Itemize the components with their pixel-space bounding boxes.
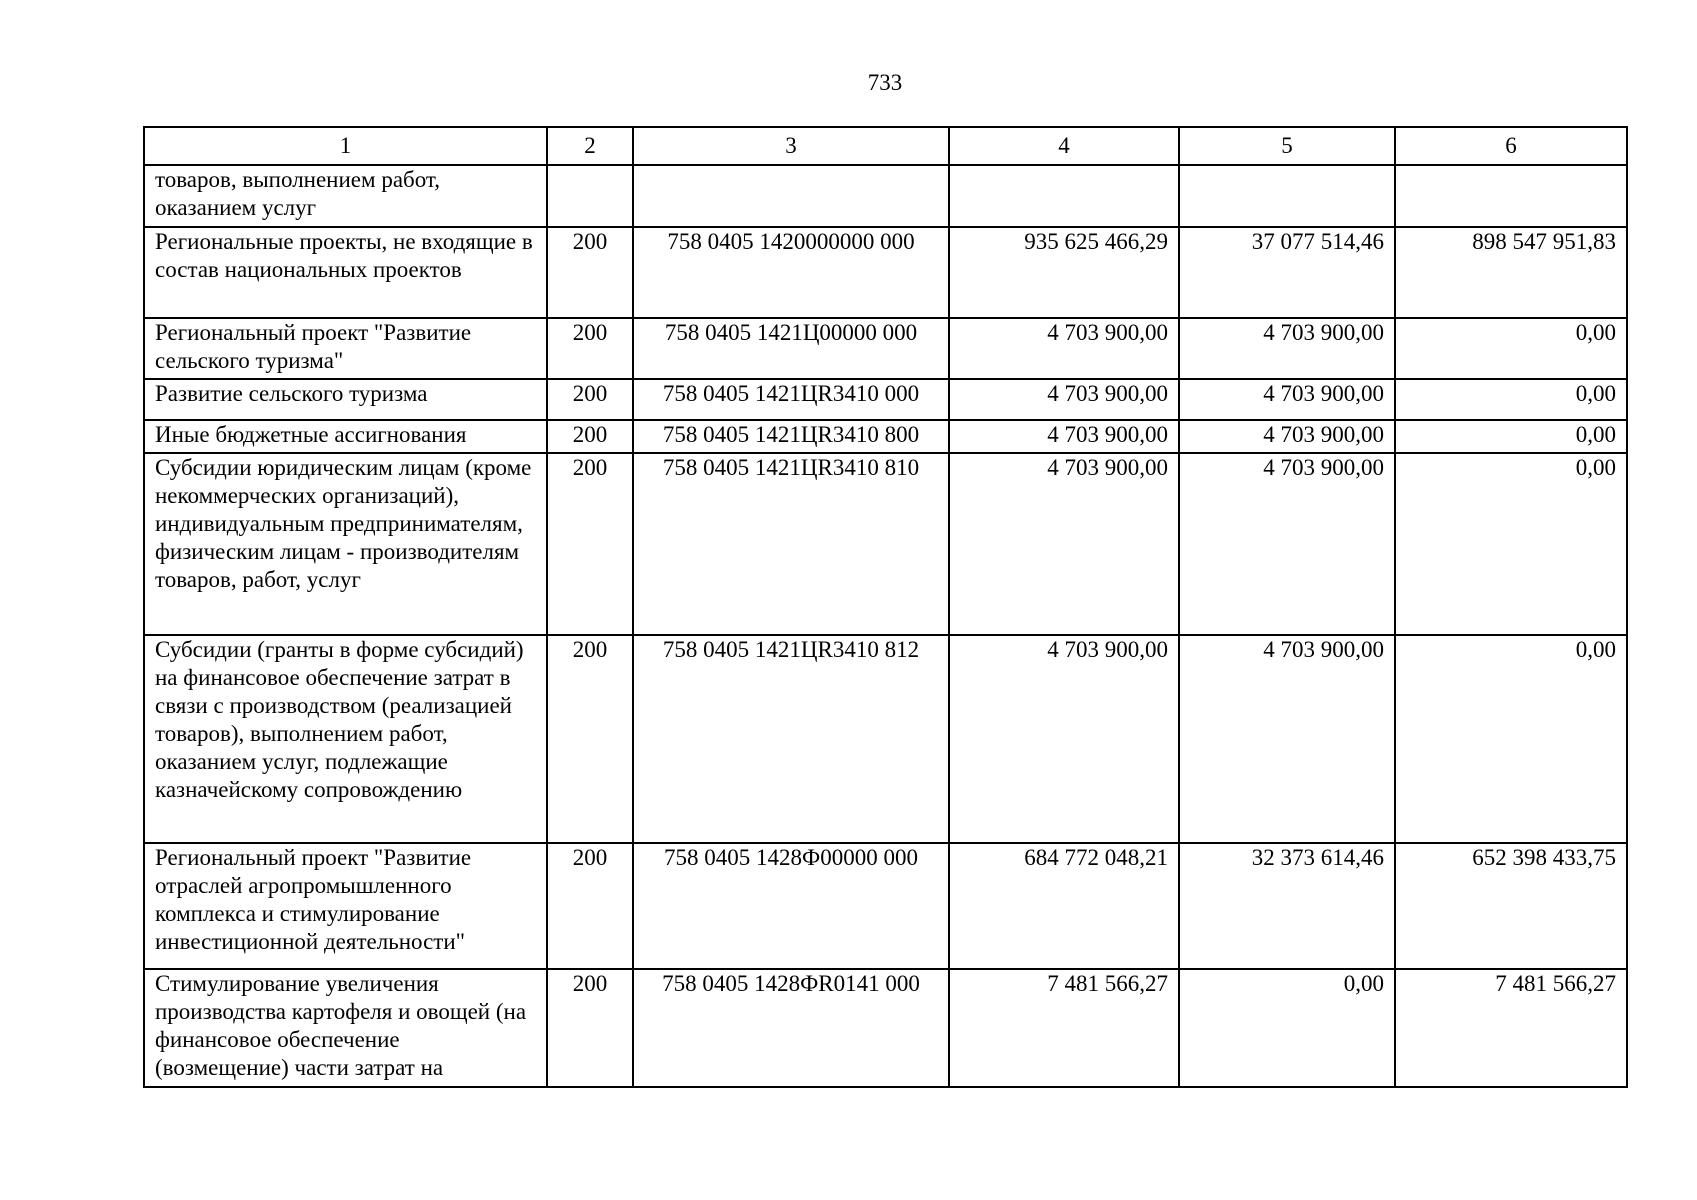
row-admin-code: 200 (547, 379, 633, 420)
row-value-4 (949, 165, 1179, 227)
budget-table (143, 126, 1628, 1088)
row-name: Иные бюджетные ассигнования (144, 420, 547, 453)
row-value-4: 4 703 900,00 (949, 379, 1179, 420)
row-value-6 (1395, 165, 1627, 227)
row-value-4: 4 703 900,00 (949, 635, 1179, 843)
table-row (144, 420, 1627, 453)
table-row (144, 379, 1627, 420)
table-header-row (144, 127, 1627, 165)
row-name: Стимулирование увеличения производства картофеля и овощей (на финансовое обеспечение (возмещение) части затрат на (144, 969, 547, 1087)
table-row (144, 843, 1627, 969)
column-header-1: 1 (144, 127, 547, 165)
row-budget-code: 758 0405 1428Ф00000 000 (633, 843, 949, 969)
row-value-6: 0,00 (1395, 420, 1627, 453)
row-value-4: 4 703 900,00 (949, 453, 1179, 635)
row-value-5: 4 703 900,00 (1179, 379, 1395, 420)
row-budget-code: 758 0405 1421ЦR3410 812 (633, 635, 949, 843)
table-row (144, 165, 1627, 227)
table-row (144, 453, 1627, 635)
row-name: Региональный проект "Развитие отраслей агропромышленного комплекса и стимулирование инвестиционной деятельности" (144, 843, 547, 969)
row-value-4: 4 703 900,00 (949, 420, 1179, 453)
row-value-4: 935 625 466,29 (949, 227, 1179, 318)
row-value-6: 0,00 (1395, 379, 1627, 420)
table-row (144, 227, 1627, 318)
page-number: 733 (867, 70, 903, 95)
row-admin-code: 200 (547, 969, 633, 1087)
row-value-6: 0,00 (1395, 453, 1627, 635)
table-row (144, 318, 1627, 379)
row-admin-code: 200 (547, 843, 633, 969)
row-budget-code (633, 165, 949, 227)
row-budget-code: 758 0405 1428ФR0141 000 (633, 969, 949, 1087)
row-value-6: 652 398 433,75 (1395, 843, 1627, 969)
row-value-6: 0,00 (1395, 318, 1627, 379)
row-name: Региональный проект "Развитие сельского туризма" (144, 318, 547, 379)
row-budget-code: 758 0405 1421ЦR3410 000 (633, 379, 949, 420)
row-name: Субсидии (гранты в форме субсидий) на финансовое обеспечение затрат в связи с производством (реализацией товаров), выполнением работ, оказанием услуг, подлежащие казначейскому сопровождению (144, 635, 547, 843)
row-value-4: 684 772 048,21 (949, 843, 1179, 969)
row-value-5: 4 703 900,00 (1179, 318, 1395, 379)
row-admin-code: 200 (547, 635, 633, 843)
row-admin-code: 200 (547, 227, 633, 318)
table-row (144, 635, 1627, 843)
row-name: Региональные проекты, не входящие в состав национальных проектов (144, 227, 547, 318)
row-admin-code (547, 165, 633, 227)
row-value-5: 4 703 900,00 (1179, 635, 1395, 843)
row-value-5: 0,00 (1179, 969, 1395, 1087)
row-admin-code: 200 (547, 453, 633, 635)
column-header-6: 6 (1395, 127, 1627, 165)
row-value-4: 4 703 900,00 (949, 318, 1179, 379)
row-value-5: 32 373 614,46 (1179, 843, 1395, 969)
row-admin-code: 200 (547, 318, 633, 379)
column-header-2: 2 (547, 127, 633, 165)
row-budget-code: 758 0405 1421ЦR3410 800 (633, 420, 949, 453)
row-value-6: 7 481 566,27 (1395, 969, 1627, 1087)
row-budget-code: 758 0405 1421ЦR3410 810 (633, 453, 949, 635)
row-value-5: 4 703 900,00 (1179, 420, 1395, 453)
row-value-5: 37 077 514,46 (1179, 227, 1395, 318)
table-row (144, 969, 1627, 1087)
row-value-6: 898 547 951,83 (1395, 227, 1627, 318)
row-name: Субсидии юридическим лицам (кроме некоммерческих организаций), индивидуальным предпринимателям, физическим лицам - производителям товаров, работ, услуг (144, 453, 547, 635)
row-name: Развитие сельского туризма (144, 379, 547, 420)
column-header-3: 3 (633, 127, 949, 165)
row-value-4: 7 481 566,27 (949, 969, 1179, 1087)
column-header-5: 5 (1179, 127, 1395, 165)
row-admin-code: 200 (547, 420, 633, 453)
row-budget-code: 758 0405 1420000000 000 (633, 227, 949, 318)
row-value-6: 0,00 (1395, 635, 1627, 843)
row-value-5: 4 703 900,00 (1179, 453, 1395, 635)
row-name: товаров, выполнением работ, оказанием услуг (144, 165, 547, 227)
column-header-4: 4 (949, 127, 1179, 165)
row-budget-code: 758 0405 1421Ц00000 000 (633, 318, 949, 379)
row-value-5 (1179, 165, 1395, 227)
